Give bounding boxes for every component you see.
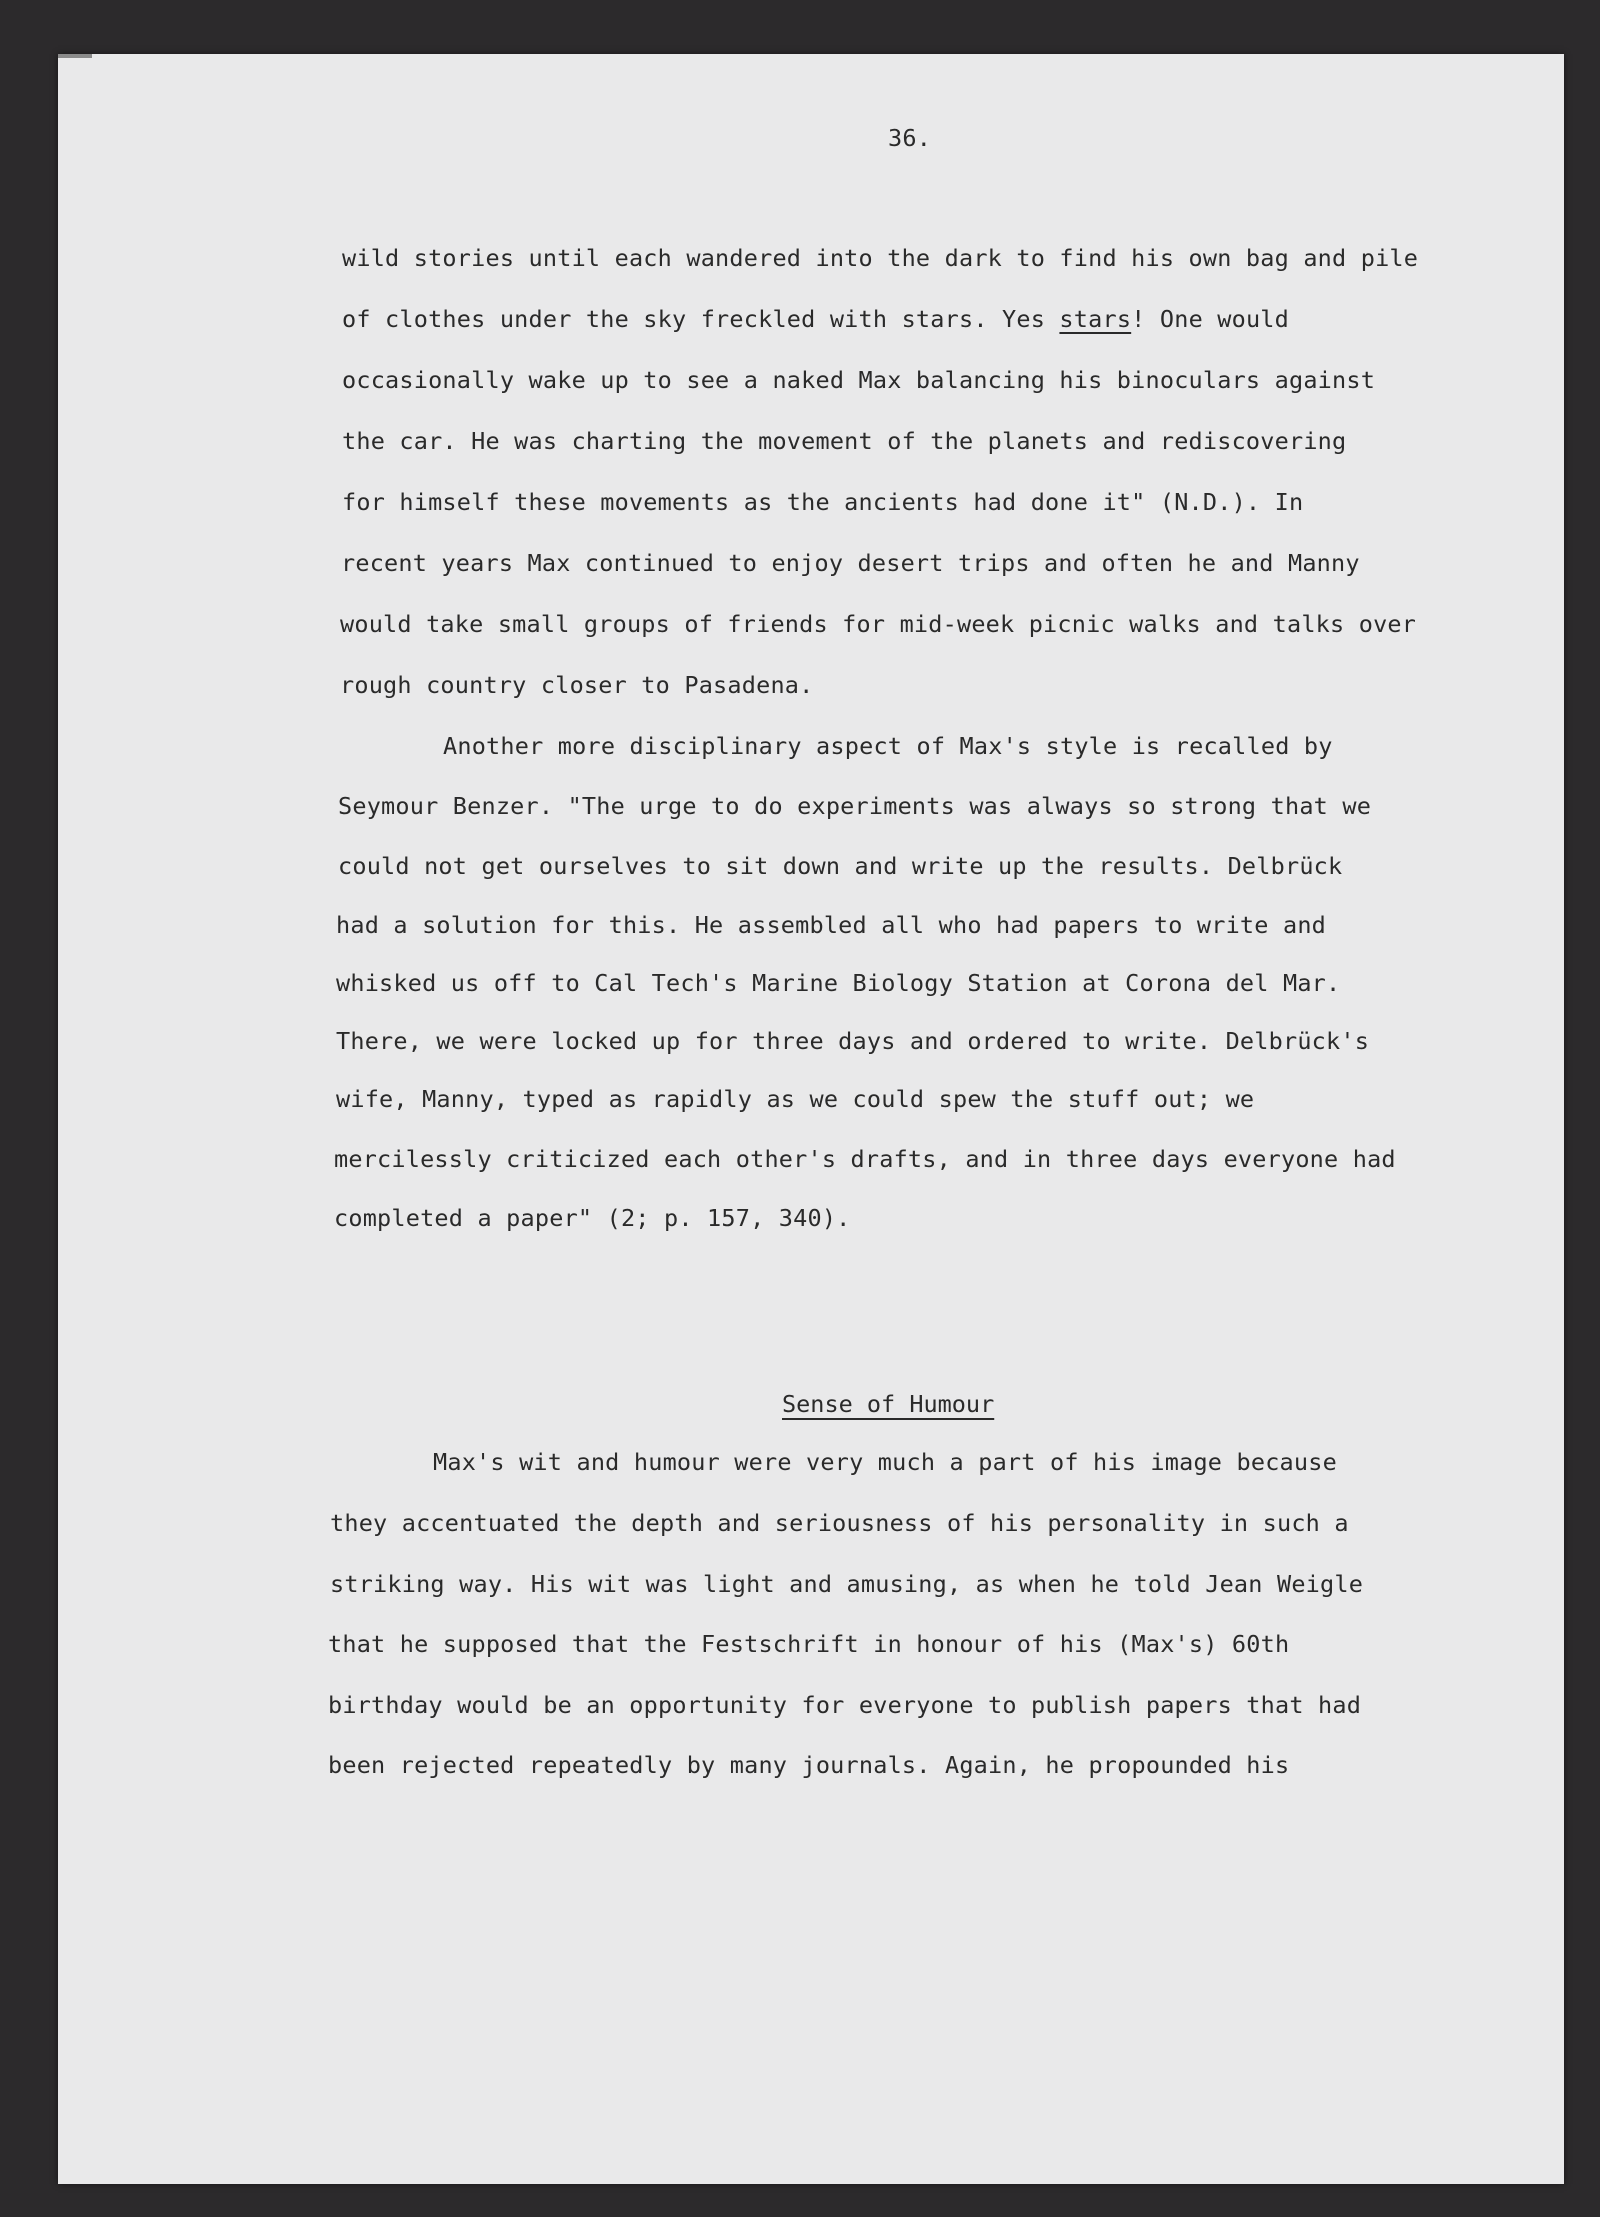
page-edge-mark [58, 54, 92, 58]
paragraph3-line: they accentuated the depth and seriousness of his personality in such a [330, 1509, 1349, 1537]
paragraph1-line: for himself these movements as the ancients had done it" (N.D.). In [342, 488, 1304, 516]
paragraph1-line: recent years Max continued to enjoy desert trips and often he and Manny [341, 549, 1360, 577]
text-run: ! One would [1131, 305, 1290, 333]
paragraph3-line: birthday would be an opportunity for everyone to publish papers that had [328, 1691, 1362, 1719]
paragraph3-line: Max's wit and humour were very much a part of his image because [433, 1448, 1337, 1476]
text-run: of clothes under the sky freckled with stars. Yes [342, 305, 1060, 333]
paragraph2-line: Another more disciplinary aspect of Max's style is recalled by [443, 732, 1333, 760]
paragraph1-line [342, 305, 1289, 333]
paragraph1-line: wild stories until each wandered into the dark to find his own bag and pile [342, 244, 1419, 272]
underlined-word: stars [1059, 305, 1132, 333]
paragraph2-line: could not get ourselves to sit down and write up the results. Delbrück [338, 852, 1343, 880]
paragraph2-line: wife, Manny, typed as rapidly as we could spew the stuff out; we [336, 1085, 1255, 1113]
document-page [58, 54, 1564, 2184]
paragraph2-line: Seymour Benzer. "The urge to do experiments was always so strong that we [338, 792, 1372, 820]
page-number: 36. [888, 124, 932, 152]
paragraph1-line: the car. He was charting the movement of the planets and rediscovering [342, 427, 1347, 455]
paragraph2-line: completed a paper" (2; p. 157, 340). [334, 1204, 851, 1232]
paragraph1-line: rough country closer to Pasadena. [340, 671, 814, 699]
paragraph1-line: occasionally wake up to see a naked Max balancing his binoculars against [342, 366, 1376, 394]
paragraph3-line: striking way. His wit was light and amusing, as when he told Jean Weigle [330, 1570, 1364, 1598]
paragraph3-line: that he supposed that the Festschrift in honour of his (Max's) 60th [328, 1630, 1290, 1658]
paragraph2-line: whisked us off to Cal Tech's Marine Biology Station at Corona del Mar. [336, 969, 1341, 997]
paragraph2-line: had a solution for this. He assembled all who had papers to write and [336, 911, 1327, 939]
paragraph2-line: mercilessly criticized each other's drafts, and in three days everyone had [334, 1145, 1396, 1173]
paragraph3-line: been rejected repeatedly by many journals. Again, he propounded his [328, 1751, 1290, 1779]
section-heading: Sense of Humour [782, 1390, 995, 1418]
paragraph2-line: There, we were locked up for three days and ordered to write. Delbrück's [336, 1027, 1370, 1055]
paragraph1-line: would take small groups of friends for mid-week picnic walks and talks over [340, 610, 1417, 638]
